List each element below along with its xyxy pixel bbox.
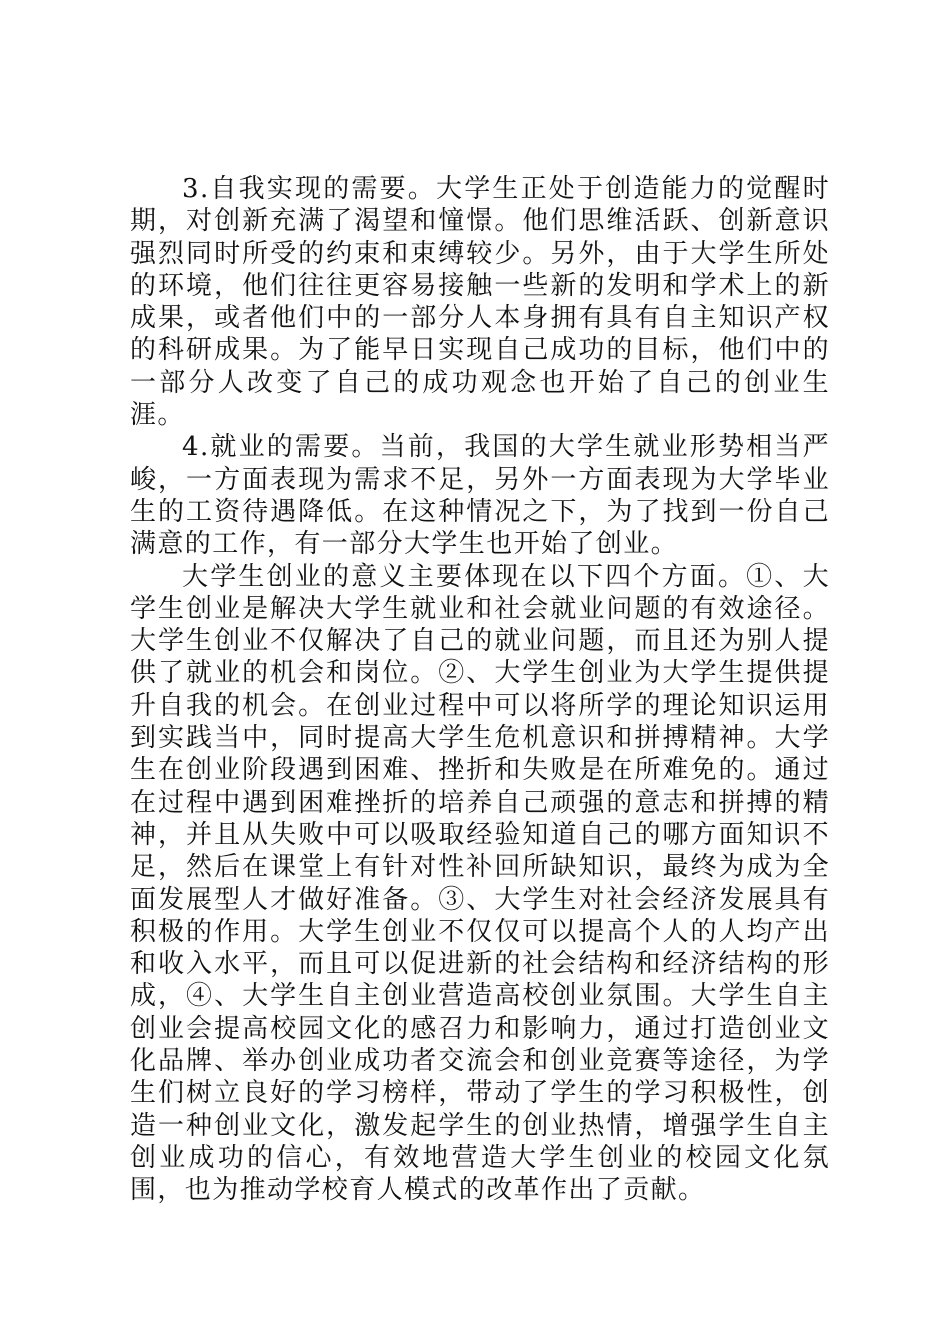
paragraph-self-actualization: 3.自我实现的需要。大学生正处于创造能力的觉醒时期，对创新充满了渴望和憧憬。他们思维活跃、创新意识强烈同时所受的约束和束缚较少。另外，由于大学生所处的环境，他们往往更容易接触一些新的发明和学术上的新成果，或者他们中的一部分人本身拥有具有自主知识产权的科研成果。为了能早日实现自己成功的目标，他们中的一部分人改变了自己的成功观念也开始了自己的创业生涯。: [130, 174, 830, 431]
paragraph-entrepreneurship-significance: 大学生创业的意义主要体现在以下四个方面。①、大学生创业是解决大学生就业和社会就业问题的有效途径。大学生创业不仅解决了自己的就业问题，而且还为别人提供了就业的机会和岗位。②、大学生创业为大学生提供提升自我的机会。在创业过程中可以将所学的理论知识运用到实践当中，同时提高大学生危机意识和拼搏精神。大学生在创业阶段遇到困难、挫折和失败是在所难免的。通过在过程中遇到困难挫折的培养自己顽强的意志和拼搏的精神，并且从失败中可以吸取经验知道自己的哪方面知识不足，然后在课堂上有针对性补回所缺知识，最终为成为全面发展型人才做好准备。③、大学生对社会经济发展具有积极的作用。大学生创业不仅仅可以提高个人的人均产出和收入水平，而且可以促进新的社会结构和经济结构的形成，④、大学生自主创业营造高校创业氛围。大学生自主创业会提高校园文化的感召力和影响力，通过打造创业文化品牌、举办创业成功者交流会和创业竞赛等途径，为学生们树立良好的学习榜样，带动了学生的学习积极性，创造一种创业文化，激发起学生的创业热情，增强学生自主创业成功的信心，有效地营造大学生创业的校园文化氛围，也为推动学校育人模式的改革作出了贡献。: [130, 561, 830, 1206]
paragraph-employment-need: 4.就业的需要。当前，我国的大学生就业形势相当严峻，一方面表现为需求不足，另外一方面表现为大学毕业生的工资待遇降低。在这种情况之下，为了找到一份自己满意的工作，有一部分大学生也开始了创业。: [130, 432, 830, 560]
document-body: [130, 173, 830, 1207]
